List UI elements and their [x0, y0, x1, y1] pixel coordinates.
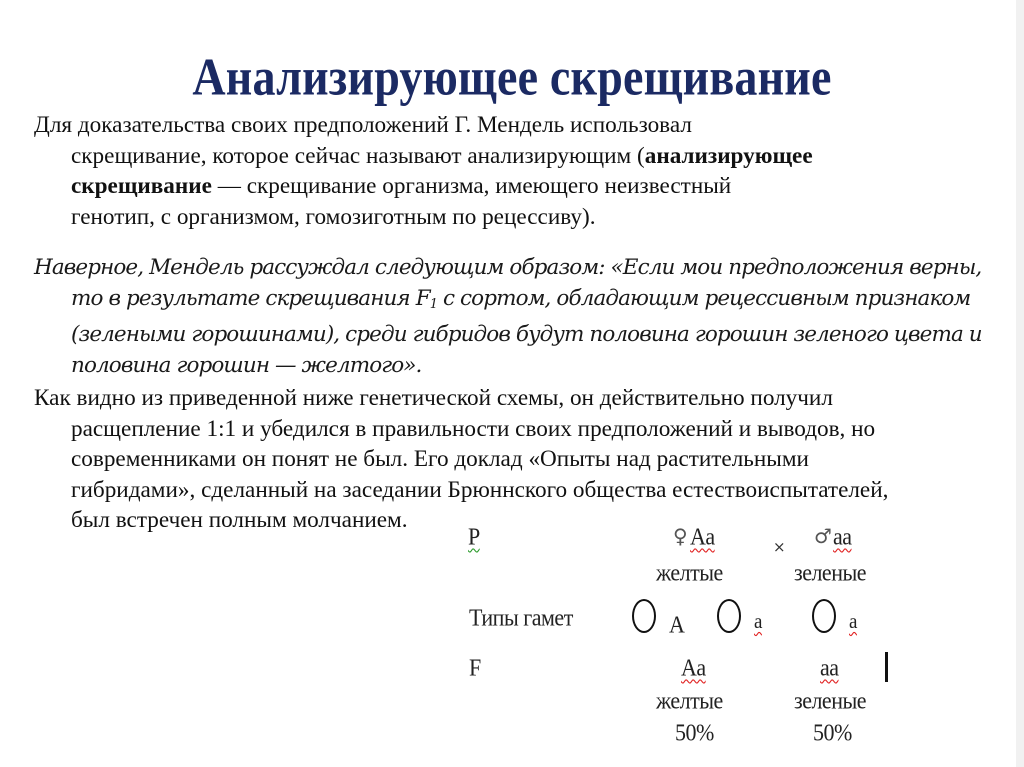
text-line: гибридами», сделанный на заседании Брюннского общества естествоиспытателей, — [71, 476, 889, 503]
paragraph-definition — [34, 110, 1004, 232]
paragraph-mendel-reasoning — [34, 253, 1004, 381]
text-line: Для доказательства своих предположений Г. Мендель использовал — [34, 112, 692, 138]
parents-label: P — [468, 522, 480, 550]
text-line: генотип, с организмом, гомозиготным по рецессиву). — [71, 203, 596, 230]
text-line: половина горошин — желтого». — [71, 352, 422, 378]
female-phenotype: желтые — [656, 558, 723, 586]
male-symbol-icon: ♂ — [814, 524, 832, 548]
text-span: то в результате скрещивания F — [71, 285, 430, 311]
gamete-circle-icon — [717, 599, 741, 633]
slide-title: Анализирующее скрещивание — [192, 47, 832, 106]
offspring-genotype: Aa — [681, 653, 706, 681]
text-line — [34, 171, 1004, 202]
gamete-allele: a — [754, 610, 762, 634]
paragraph-results — [34, 383, 1004, 536]
gamete-allele: A — [669, 610, 685, 638]
text-line: Как видно из приведенной ниже генетической схемы, он действительно получил — [34, 385, 833, 411]
offspring-label: F — [469, 653, 481, 681]
female-symbol-icon: ♀ — [673, 524, 688, 548]
text-span: скрещивание, которое сейчас называют анализирующим ( — [71, 142, 645, 169]
text-line — [34, 141, 1004, 172]
text-line: Наверное, Мендель рассуждал следующим образом: «Если мои предположения верны, — [34, 255, 982, 280]
text-line: современниками он понят не был. Его доклад «Опыты над растительными — [71, 446, 809, 472]
offspring-phenotype: желтые — [656, 686, 723, 714]
gamete-circle-icon — [812, 599, 836, 633]
male-genotype: aa — [833, 522, 852, 550]
bold-term: скрещивание — [71, 173, 212, 199]
text-line — [34, 284, 1004, 321]
gamete-allele: a — [849, 610, 857, 634]
text-cursor — [885, 652, 888, 682]
female-genotype: Aa — [690, 522, 715, 550]
text-span: — скрещивание организма, имеющего неизвестный — [211, 173, 732, 199]
text-line: был встречен полным молчанием. — [71, 507, 408, 533]
text-span: с сортом, обладающим рецессивным признаком — [437, 285, 971, 311]
offspring-genotype: aa — [820, 653, 839, 681]
offspring-phenotype: зеленые — [794, 686, 867, 714]
text-line: (зелеными горошинами), среди гибридов будут половина горошин зеленого цвета и — [71, 322, 982, 348]
text-line: расщепление 1:1 и убедился в правильности своих предположений и выводов, но — [71, 415, 876, 442]
bold-term: анализирующее — [644, 142, 813, 169]
cross-icon: × — [773, 538, 786, 556]
slide-edge — [1016, 0, 1024, 767]
gamete-circle-icon — [632, 599, 656, 633]
subscript: 1 — [429, 296, 438, 312]
offspring-percent: 50% — [675, 718, 714, 746]
gametes-label: Типы гамет — [469, 603, 573, 631]
offspring-percent: 50% — [813, 718, 852, 746]
male-phenotype: зеленые — [794, 558, 867, 586]
